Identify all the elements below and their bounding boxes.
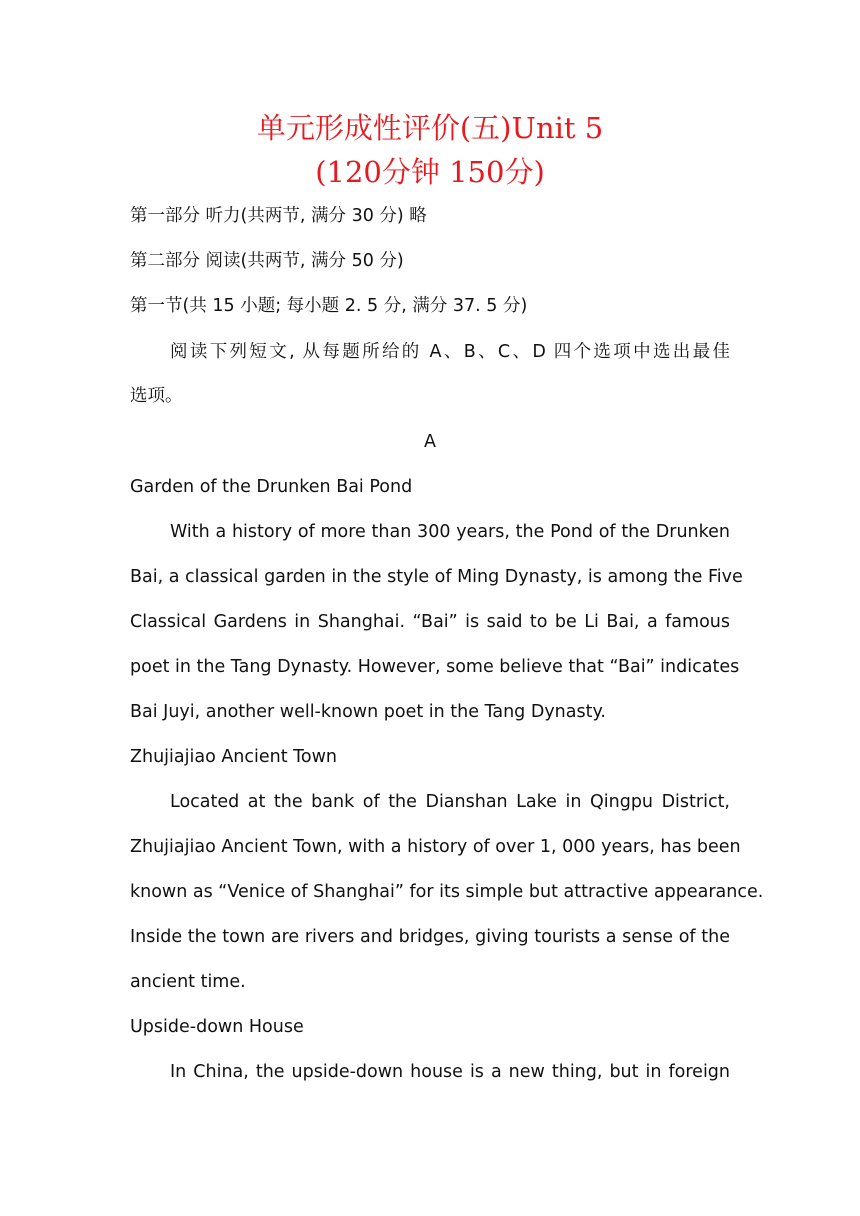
passage-heading: Garden of the Drunken Bai Pond: [130, 477, 413, 497]
paragraph-line: With a history of more than 300 years, the Pond of the Drunken: [170, 522, 730, 542]
paragraph-line: Bai, a classical garden in the style of Ming Dynasty, is among the Five: [130, 567, 743, 587]
paragraph-line: In China, the upside-down house is a new thing, but in foreign: [170, 1062, 730, 1082]
paragraph-line: Bai Juyi, another well-known poet in the Tang Dynasty.: [130, 702, 606, 722]
paragraph-line: Zhujiajiao Ancient Town, with a history of over 1, 000 years, has been: [130, 837, 741, 857]
paragraph-line: Inside the town are rivers and bridges, giving tourists a sense of the: [130, 927, 730, 947]
passage-label: A: [424, 432, 436, 452]
paragraph-line: poet in the Tang Dynasty. However, some believe that “Bai” indicates: [130, 657, 740, 677]
paragraph-line: ancient time.: [130, 972, 246, 992]
page-subtitle: (120分钟 150分): [315, 155, 545, 189]
passage-heading: Zhujiajiao Ancient Town: [130, 747, 337, 767]
part-one-heading: 第一部分 听力(共两节, 满分 30 分) 略: [130, 206, 427, 226]
instruction-line: 选项。: [130, 386, 183, 406]
paragraph-line: Located at the bank of the Dianshan Lake in Qingpu District,: [170, 792, 730, 812]
instruction-line: 阅读下列短文, 从每题所给的 A、B、C、D 四个选项中选出最佳: [170, 342, 730, 362]
section-one-heading: 第一节(共 15 小题; 每小题 2. 5 分, 满分 37. 5 分): [130, 296, 528, 316]
passage-heading: Upside-down House: [130, 1017, 304, 1037]
paragraph-line: Classical Gardens in Shanghai. “Bai” is said to be Li Bai, a famous: [130, 612, 730, 632]
page-title: 单元形成性评价(五)Unit 5: [256, 111, 604, 145]
paragraph-line: known as “Venice of Shanghai” for its simple but attractive appearance.: [130, 882, 764, 902]
part-two-heading: 第二部分 阅读(共两节, 满分 50 分): [130, 251, 404, 271]
